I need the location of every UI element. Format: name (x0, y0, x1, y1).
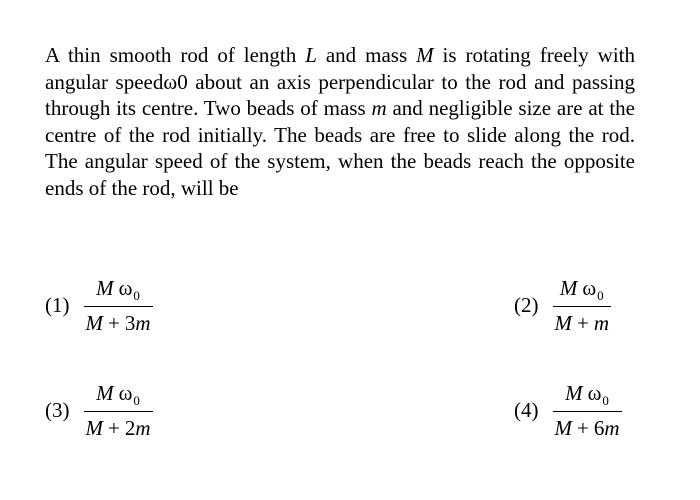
option-1[interactable] (45, 276, 153, 335)
option-4-den-plus: + (577, 416, 589, 440)
option-1-num-omega: ω (118, 276, 133, 300)
option-3-den-coefficient: 2 (124, 416, 136, 440)
option-2-num-omega: ω (582, 276, 597, 300)
option-3[interactable] (45, 381, 153, 440)
option-3-num-omega: ω (118, 381, 133, 405)
option-4-label: (4) (514, 398, 539, 422)
option-1-denominator (84, 311, 153, 335)
option-3-numerator (92, 381, 144, 410)
option-2-numerator (556, 276, 608, 305)
option-3-denominator (84, 416, 153, 440)
option-2-label: (2) (514, 293, 539, 317)
option-1-label: (1) (45, 293, 70, 317)
option-1-fraction (84, 276, 153, 335)
option-2-fraction-bar (553, 306, 612, 307)
option-4-numerator (561, 381, 613, 410)
option-3-den-plus: + (108, 416, 120, 440)
variable-M: M (416, 43, 434, 67)
option-4-denominator (553, 416, 622, 440)
question-text-part-1: A thin smooth rod of length (45, 43, 306, 67)
option-1-fraction-bar (84, 306, 153, 307)
option-3-label: (3) (45, 398, 70, 422)
question-text-part-3: is rotating freely with angular speedω0 about an axis perpendicular to the rod and passing through its centre. Two beads of mass (45, 43, 636, 120)
option-1-num-subscript: 0 (133, 288, 140, 303)
option-1-den-mass: M (85, 311, 103, 335)
option-4-den-bead-mass: m (604, 416, 620, 440)
option-3-den-mass: M (85, 416, 103, 440)
question-text-part-4: and negligible size are at the centre of the rod initially. The beads are free to slide along the rod. The angular speed of the system, when the beads reach the opposite ends of the rod, will be (45, 96, 635, 200)
option-2-num-subscript: 0 (597, 288, 604, 303)
option-3-num-mass: M (96, 381, 114, 405)
question-text (45, 42, 635, 201)
option-1-num-mass: M (96, 276, 114, 300)
question-text-part-2: and mass (316, 43, 417, 67)
option-2[interactable] (514, 276, 611, 335)
option-4-den-coefficient: 6 (593, 416, 605, 440)
option-2-fraction (553, 276, 612, 335)
variable-m: m (371, 96, 387, 120)
option-4-den-mass: M (554, 416, 572, 440)
option-1-den-coefficient: 3 (124, 311, 136, 335)
option-3-num-subscript: 0 (133, 393, 140, 408)
option-2-den-plus: + (577, 311, 589, 335)
option-3-den-bead-mass: m (135, 416, 151, 440)
option-3-fraction (84, 381, 153, 440)
option-4-num-omega: ω (587, 381, 602, 405)
option-4-num-mass: M (565, 381, 583, 405)
option-1-numerator (92, 276, 144, 305)
option-2-den-bead-mass: m (593, 311, 610, 335)
option-4-fraction (553, 381, 622, 440)
option-2-denominator (553, 311, 612, 335)
option-4-fraction-bar (553, 411, 622, 412)
option-3-fraction-bar (84, 411, 153, 412)
option-2-num-mass: M (559, 276, 578, 300)
option-1-den-plus: + (108, 311, 120, 335)
option-2-den-mass: M (554, 311, 572, 335)
option-4[interactable] (514, 381, 622, 440)
option-4-num-subscript: 0 (602, 393, 609, 408)
variable-L: L (305, 43, 317, 67)
option-1-den-bead-mass: m (135, 311, 151, 335)
